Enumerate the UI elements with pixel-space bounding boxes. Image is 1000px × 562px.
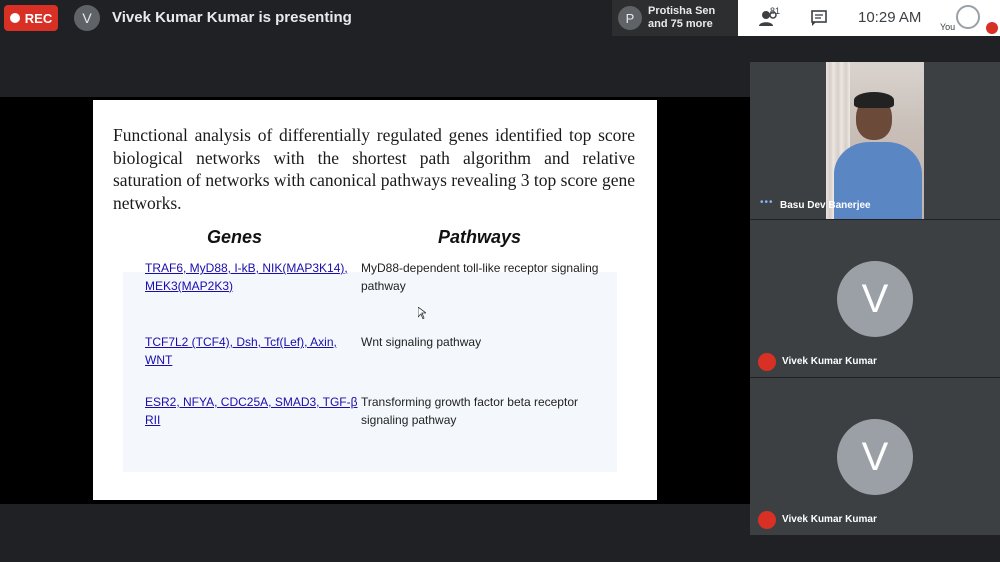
genes-row-2[interactable]: TCF7L2 (TCF4), Dsh, Tcf(Lef), Axin, WNT [145,335,337,367]
rec-label: REC [24,10,53,26]
participant-tile[interactable] [750,378,1000,535]
participant-avatar: V [837,419,913,495]
participants-preview[interactable] [612,0,738,36]
participants-summary [648,5,715,31]
mic-off-icon [758,353,776,371]
slide-title: Functional analysis of differentially regulated genes identified top score biological networks with the shortest path algorithm and relative saturation of networks with canonical pathways revealing 3 top score gene networks. [113,125,635,213]
genes-row-1[interactable]: TRAF6, MyD88, I-kB, NIK(MAP3K14), MEK3(MAP2K3) [145,261,348,293]
participant-tile[interactable] [750,220,1000,377]
mic-off-icon [758,511,776,529]
chat-icon[interactable] [810,9,828,27]
presenting-status: Vivek Kumar Kumar is presenting [112,9,352,26]
pathway-row-1: MyD88-dependent toll-like receptor signaling pathway [361,261,599,293]
participants-line2: and 75 more [648,18,713,30]
participant-avatar: P [618,6,642,30]
pathway-row-2: Wnt signaling pathway [361,335,482,349]
genes-header: Genes [207,227,263,247]
participant-name: Vivek Kumar Kumar [782,514,877,525]
pathway-row-3: Transforming growth factor beta receptor signaling pathway [361,395,578,427]
speaking-indicator-icon: ••• [760,197,774,208]
video-person-hair [854,92,894,108]
shared-slide [93,100,657,500]
top-right-toolbar [738,0,1000,36]
genes-row-3[interactable]: ESR2, NFYA, CDC25A, SMAD3, TGF-β RII [145,395,358,427]
participant-avatar: V [837,261,913,337]
self-label: You [940,22,956,32]
presenter-avatar: V [74,5,100,31]
table-background [123,272,617,472]
participant-count: 81 [770,6,781,16]
pathways-header: Pathways [438,227,522,247]
clock-time: 10:29 AM [858,9,922,26]
participant-video [826,62,924,219]
participant-name: Vivek Kumar Kumar [782,356,877,367]
record-dot-icon [10,13,20,23]
self-avatar[interactable] [956,5,980,29]
participants-line1: Protisha Sen [648,5,716,17]
participant-name: Basu Dev Banerjee [780,200,871,211]
mic-off-icon [986,22,998,34]
recording-badge [4,5,58,31]
mouse-cursor-icon [418,307,426,319]
participant-tile-video[interactable] [750,62,1000,219]
